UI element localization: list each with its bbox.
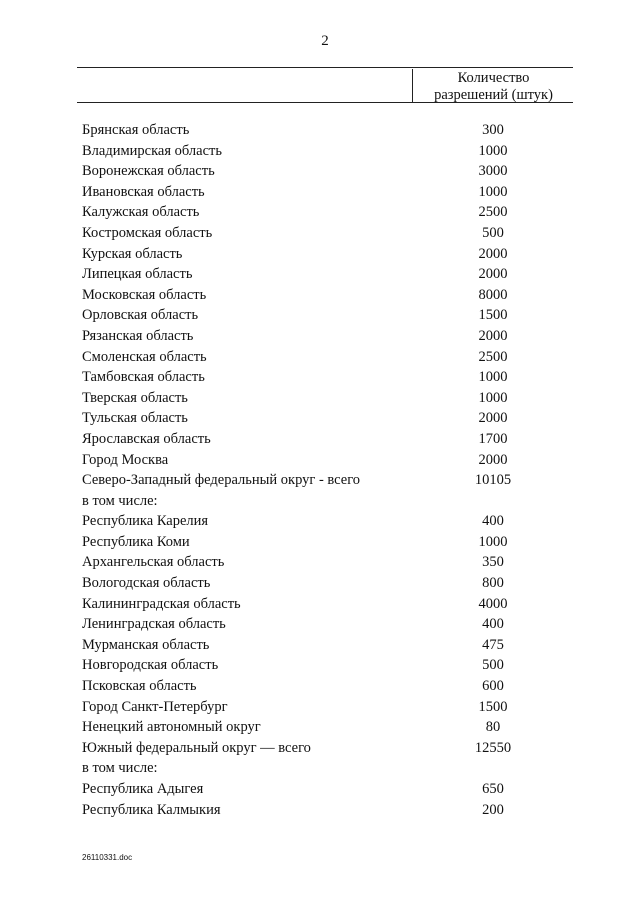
permits-value: 2000 (478, 327, 508, 344)
region-name: Республика Коми (82, 533, 190, 550)
region-name: Калужская область (82, 204, 200, 221)
table-row (82, 367, 582, 388)
table-row (82, 347, 582, 368)
table-row (82, 758, 582, 779)
table-row (82, 202, 582, 223)
region-name: Ярославская область (82, 430, 211, 447)
permits-value: 500 (482, 657, 504, 674)
table-row (82, 326, 582, 347)
region-name: Владимирская область (82, 142, 222, 159)
region-name: Город Москва (82, 451, 169, 468)
table-row (82, 594, 582, 615)
region-name: Ненецкий автономный округ (82, 719, 261, 736)
permits-value: 12550 (474, 739, 512, 756)
table-row (82, 450, 582, 471)
region-name: Новгородская область (82, 657, 219, 674)
permits-value: 400 (482, 513, 504, 530)
region-name: Костромская область (82, 224, 213, 241)
region-name: Воронежская область (82, 163, 215, 180)
permits-value: 80 (485, 719, 501, 736)
table-row (82, 779, 582, 800)
region-name: Ивановская область (82, 183, 205, 200)
region-name: Тамбовская область (82, 369, 205, 386)
permits-value: 2000 (478, 410, 508, 427)
table-row (82, 161, 582, 182)
table-row (82, 614, 582, 635)
permits-value: 1000 (478, 389, 508, 406)
permits-value: 1700 (478, 430, 508, 447)
region-name: Орловская область (82, 307, 199, 324)
column-header-permits-count (416, 70, 571, 104)
region-name: Республика Адыгея (82, 781, 204, 797)
permits-value: 1000 (478, 183, 508, 200)
table-row (82, 717, 582, 738)
table-row (82, 655, 582, 676)
region-name: Республика Карелия (82, 513, 209, 530)
table-row (82, 120, 582, 141)
table-row (82, 388, 582, 409)
permits-value: 1000 (478, 142, 508, 159)
region-name: Северо-Западный федеральный округ - всего (82, 472, 361, 489)
permits-value: 2500 (478, 348, 508, 365)
region-name: Южный федеральный округ — всего (82, 739, 311, 756)
region-name: Рязанская область (82, 327, 194, 344)
region-name: в том числе: (82, 760, 158, 777)
column-header-line1: Количество (457, 70, 530, 86)
region-name: Республика Калмыкия (82, 801, 221, 818)
permits-value: 1000 (478, 533, 508, 550)
region-name: Вологодская область (82, 575, 211, 592)
permits-value: 350 (482, 554, 504, 571)
permits-value: 500 (482, 224, 504, 241)
region-name: Ленинградская область (82, 616, 226, 633)
region-name: Калининградская область (82, 595, 241, 612)
table-row (82, 264, 582, 285)
permits-value: 1500 (478, 698, 508, 715)
region-name: Псковская область (82, 678, 197, 695)
column-header-line2: разрешений (штук) (434, 87, 553, 103)
table-header-column-divider (412, 69, 413, 102)
table-row (82, 285, 582, 306)
table-row (82, 244, 582, 265)
region-name: в том числе: (82, 492, 158, 509)
table-row (82, 738, 582, 759)
table-row (82, 552, 582, 573)
table-row (82, 800, 582, 821)
region-name: Брянская область (82, 122, 190, 138)
region-name: Тульская область (82, 410, 188, 427)
table-header-top-rule (77, 67, 573, 68)
table-row (82, 408, 582, 429)
table-row (82, 491, 582, 512)
permits-value: 1500 (478, 307, 508, 324)
permits-value: 600 (482, 678, 504, 695)
permits-value: 400 (482, 616, 504, 633)
document-footer-filename: 26110331.doc (82, 853, 133, 862)
region-name: Город Санкт-Петербург (82, 698, 228, 715)
permits-table-body (82, 120, 582, 820)
table-row (82, 676, 582, 697)
permits-value: 10105 (474, 472, 512, 489)
table-row (82, 429, 582, 450)
region-name: Курская область (82, 245, 183, 262)
region-name: Липецкая область (82, 266, 193, 283)
table-row (82, 697, 582, 718)
table-row (82, 532, 582, 553)
permits-value: 800 (482, 575, 504, 592)
table-row (82, 511, 582, 532)
region-name: Мурманская область (82, 636, 210, 653)
permits-value: 2000 (478, 451, 508, 468)
table-row (82, 182, 582, 203)
table-row (82, 141, 582, 162)
permits-value: 300 (482, 122, 504, 138)
permits-value: 200 (482, 801, 504, 818)
region-name: Тверская область (82, 389, 188, 406)
region-name: Архангельская область (82, 554, 225, 571)
table-row (82, 573, 582, 594)
permits-value: 4000 (478, 595, 508, 612)
permits-value: 2500 (478, 204, 508, 221)
table-row (82, 305, 582, 326)
region-name: Московская область (82, 286, 207, 303)
permits-value: 1000 (478, 369, 508, 386)
permits-value: 3000 (478, 163, 508, 180)
page-number: 2 (321, 33, 329, 49)
permits-value: 2000 (478, 245, 508, 262)
table-row (82, 223, 582, 244)
permits-value: 2000 (478, 266, 508, 283)
permits-value: 475 (482, 636, 504, 653)
table-row (82, 635, 582, 656)
permits-value: 650 (482, 781, 504, 797)
table-row (82, 470, 582, 491)
region-name: Смоленская область (82, 348, 207, 365)
permits-value: 8000 (478, 286, 508, 303)
